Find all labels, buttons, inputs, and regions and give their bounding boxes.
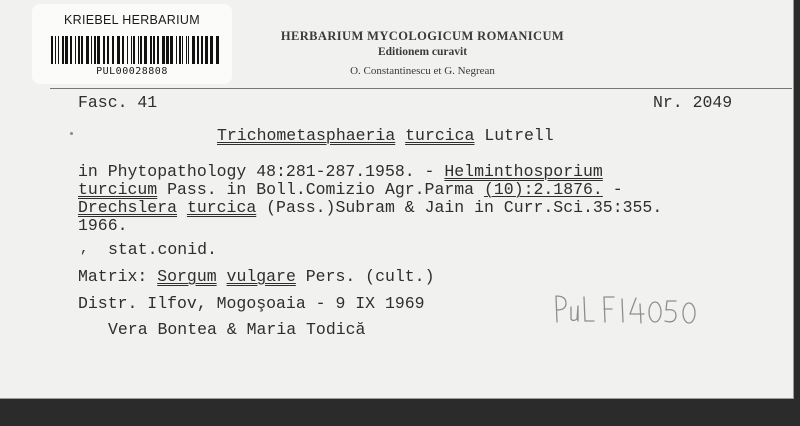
label-subtitle: Editionem curavit	[377, 46, 468, 58]
synonym-epithet: turcicum	[78, 180, 158, 199]
barcode-bar	[138, 36, 139, 64]
fascicle-number: Fasc. 41	[78, 93, 158, 112]
exsiccata-number: Nr. 2049	[653, 93, 733, 112]
barcode-bar	[91, 36, 92, 64]
species-genus: Trichometasphaeria	[217, 126, 396, 145]
collectors: Vera Bontea & Maria Todică	[108, 320, 366, 339]
distribution-line: Distr. Ilfov, Mogoşoaia - 9 IX 1969	[78, 294, 425, 313]
barcode-bar	[127, 36, 128, 64]
barcode-bar	[210, 36, 213, 64]
host-genus: Sorgum	[157, 267, 217, 286]
citation-line-3	[78, 198, 662, 217]
label-editors: O. Constantinescu et G. Negrean	[350, 65, 495, 77]
species-author: Lutrell	[484, 126, 554, 145]
barcode-bar	[86, 36, 89, 64]
barcode-bar	[140, 36, 142, 64]
synonym2-genus: Drechslera	[78, 198, 178, 217]
synonym-genus: Helminthosporium	[444, 162, 603, 181]
barcode-bar	[107, 36, 109, 64]
barcode-bar	[97, 36, 100, 64]
header-divider	[50, 88, 792, 89]
barcode-bar	[51, 36, 53, 64]
barcode-bar	[112, 36, 114, 64]
barcode-institution: KRIEBEL HERBARIUM	[64, 13, 200, 27]
barcode-bar	[150, 36, 152, 64]
barcode-bar	[176, 36, 177, 64]
matrix-label: Matrix:	[78, 267, 148, 286]
barcode-bar	[55, 36, 56, 64]
barcode-bar	[192, 36, 195, 64]
barcode-bar	[170, 36, 173, 64]
barcode-bar	[153, 36, 155, 64]
barcode-bar	[162, 36, 165, 64]
barcode-bar	[186, 36, 187, 64]
barcode	[51, 36, 219, 64]
barcode-bar	[75, 36, 76, 64]
citation-dash: -	[602, 180, 623, 199]
barcode-bar	[182, 36, 183, 64]
barcode-bar	[131, 36, 132, 64]
barcode-bar	[103, 36, 105, 64]
barcode-bar	[188, 36, 189, 64]
species-name	[217, 126, 554, 145]
barcode-bar	[58, 36, 59, 64]
barcode-bar	[157, 36, 159, 64]
synonym2-reference: (Pass.)Subram & Jain in Curr.Sci.35:355.	[256, 198, 663, 217]
citation-reference: in Phytopathology 48:281-287.1958. -	[78, 162, 445, 181]
barcode-bar	[201, 36, 203, 64]
basionym-volume: (10):2.1876.	[483, 180, 603, 199]
barcode-sticker	[32, 4, 232, 84]
barcode-bar	[70, 36, 72, 64]
barcode-bar	[144, 36, 147, 64]
barcode-bar	[205, 36, 208, 64]
citation-line-1	[78, 162, 603, 181]
barcode-bar	[122, 36, 124, 64]
barcode-bar	[65, 36, 68, 64]
paper-speck	[70, 132, 73, 135]
label-title: HERBARIUM MYCOLOGICUM ROMANICUM	[280, 29, 565, 43]
barcode-bar	[117, 36, 120, 64]
barcode-bar	[216, 36, 219, 64]
host-author: Pers. (cult.)	[305, 267, 435, 286]
citation-line-2	[78, 180, 623, 199]
barcode-bar	[133, 36, 135, 64]
matrix-line	[78, 267, 435, 286]
barcode-specimen-id: PUL00028808	[96, 66, 168, 77]
species-epithet: turcica	[405, 126, 475, 145]
barcode-bar	[179, 36, 181, 64]
stage: stat.conid.	[108, 240, 217, 259]
handwritten-accession	[552, 290, 702, 330]
barcode-bar	[62, 36, 64, 64]
synonym2-epithet: turcica	[186, 198, 257, 217]
basionym-reference: Pass. in Boll.Comizio Agr.Parma	[157, 180, 484, 199]
citation-line-4: 1966.	[78, 216, 128, 235]
barcode-bar	[78, 36, 80, 64]
barcode-bar	[81, 36, 83, 64]
barcode-bar	[94, 36, 96, 64]
barcode-bar	[166, 36, 169, 64]
stage-mark: ,	[80, 241, 89, 257]
barcode-bar	[197, 36, 199, 64]
host-epithet: vulgare	[226, 267, 296, 286]
